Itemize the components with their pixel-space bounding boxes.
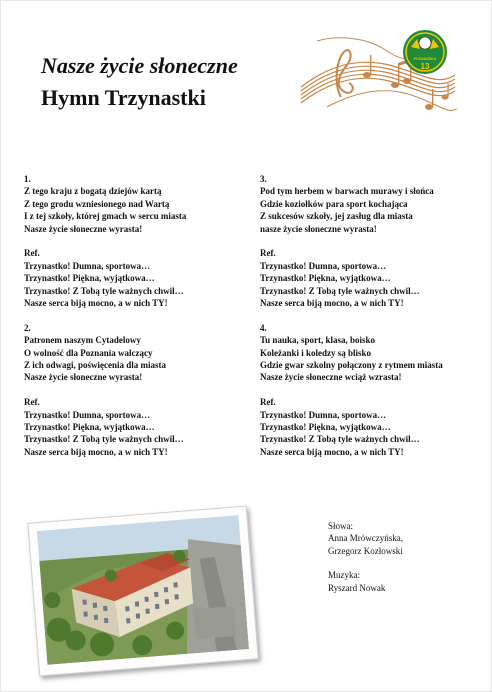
lyric-line: Nasze życie słoneczne wciąż wzrasta! — [260, 372, 402, 383]
credits — [328, 520, 403, 594]
lyric-line: Patronem naszym Cytadelowy — [24, 335, 141, 346]
stanza — [260, 173, 480, 235]
lyric-line: Trzynastko! Piękna, wyjątkowa… — [24, 273, 155, 284]
stanza — [24, 322, 244, 384]
music-label: Muzyka: — [328, 570, 360, 581]
lyric-line: Trzynastko! Dumna, sportowa… — [24, 409, 151, 420]
stanza — [260, 396, 480, 458]
lyric-line: Trzynastko! Z Tobą tyle ważnych chwil… — [260, 434, 420, 445]
composer: Ryszard Nowak — [328, 582, 386, 593]
stanza-label: Ref. — [260, 248, 276, 259]
hymn-title: Nasze życie słoneczne — [41, 53, 238, 78]
lyrics-right-column — [260, 173, 480, 471]
lyric-line: Z tego grodu wzniesionego nad Wartą — [24, 198, 170, 209]
lyric-line: Trzynastko! Z Tobą tyle ważnych chwil… — [24, 434, 184, 445]
stanza — [260, 322, 480, 384]
lyric-line: Trzynastko! Dumna, sportowa… — [260, 260, 387, 271]
stanza-label: Ref. — [260, 397, 276, 408]
words-label: Słowa: — [328, 521, 354, 531]
lyric-line: Trzynastko! Piękna, wyjątkowa… — [260, 422, 391, 433]
author-1: Anna Mrówczyńska, — [328, 533, 403, 544]
school-building-photo — [37, 515, 249, 664]
lyric-line: Pod tym herbem w barwach murawy i słońca — [260, 186, 434, 197]
lyric-line: Z ich odwagi, poświęcenia dla miasta — [24, 360, 167, 371]
lyric-line: Gdzie gwar szkolny połączony z rytmem miasta — [260, 360, 443, 371]
lyric-line: Trzynastko! Dumna, sportowa… — [24, 260, 151, 271]
lyric-line: Trzynastko! Dumna, sportowa… — [260, 409, 387, 420]
lyrics-left-column — [24, 173, 244, 471]
lyric-line: Koleżanki i koledzy są blisko — [260, 347, 372, 358]
logo-number: 13 — [420, 62, 430, 71]
stanza-label: 1. — [24, 174, 31, 184]
lyric-line: nasze życie słoneczne wyrasta! — [260, 223, 377, 234]
lyric-line: Trzynastko! Piękna, wyjątkowa… — [24, 422, 155, 433]
lyric-line: Trzynastko! Z Tobą tyle ważnych chwil… — [260, 285, 420, 296]
school-photo-frame — [27, 506, 258, 677]
lyric-line: Nasze serca biją mocno, a w nich TY! — [24, 298, 168, 309]
lyric-line: Gdzie koziołków para sport kochająca — [260, 198, 408, 209]
stanza-label: Ref. — [24, 397, 40, 408]
lyric-line: Trzynastko! Z Tobą tyle ważnych chwil… — [24, 285, 184, 296]
stanza — [24, 247, 244, 309]
hymn-subtitle: Hymn Trzynastki — [41, 85, 206, 110]
lyric-line: Nasze serca biją mocno, a w nich TY! — [260, 446, 404, 457]
lyric-line: Tu nauka, sport, klasa, boisko — [260, 335, 375, 346]
lyric-line: Trzynastko! Piękna, wyjątkowa… — [260, 273, 391, 284]
lyric-line: Nasze serca biją mocno, a w nich TY! — [24, 446, 168, 457]
stanza — [260, 247, 480, 309]
lyric-line: Nasze życie słoneczne wyrasta! — [24, 223, 143, 234]
lyric-line: Nasze życie słoneczne wyrasta! — [24, 372, 143, 383]
stanza-label: 4. — [260, 322, 267, 333]
lyric-line: Z tego kraju z bogatą dziejów kartą — [24, 186, 162, 197]
stanza-label: Ref. — [24, 248, 40, 259]
lyric-line: O wolność dla Poznania walczący — [24, 347, 153, 358]
lyric-line: Nasze serca biją mocno, a w nich TY! — [260, 298, 404, 309]
school-logo-icon — [402, 29, 448, 75]
stanza-label: 3. — [260, 174, 267, 184]
stanza-label: 2. — [24, 322, 31, 333]
lyric-line: I z tej szkoły, której gmach w sercu miasta — [24, 211, 187, 222]
lyric-line: Z sukcesów szkoły, jej zasług dla miasta — [260, 211, 413, 222]
author-2: Grzegorz Kozłowski — [328, 545, 403, 556]
logo-text: POZNAŃSKA — [413, 57, 437, 61]
stanza — [24, 173, 244, 235]
stanza — [24, 396, 244, 458]
